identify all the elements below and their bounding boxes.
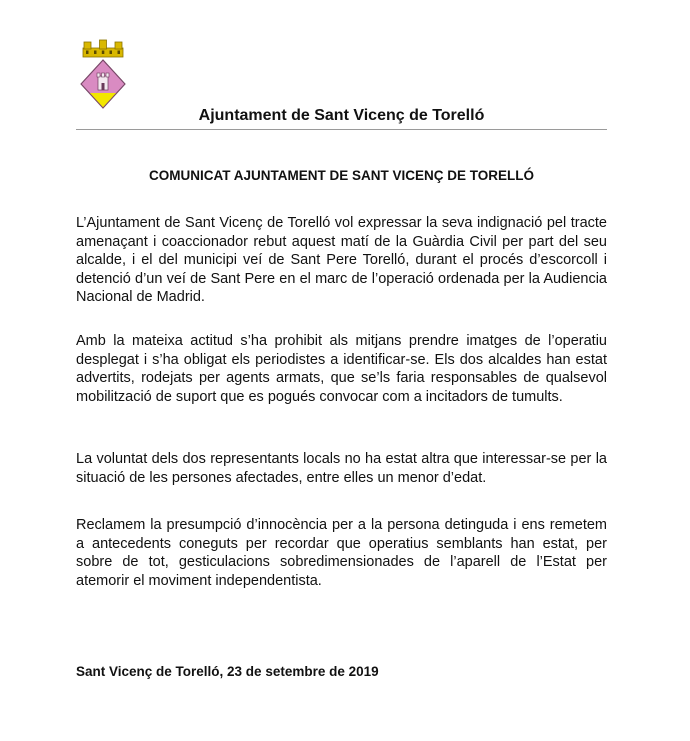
place-and-date-signature: Sant Vicenç de Torelló, 23 de setembre de 2019 [76,664,379,679]
lozenge-shield-icon [81,60,125,108]
body-paragraph: Reclamem la presumpció d’innocència per a la persona detinguda i ens remetem a antecedents coneguts per recordar que operatius semblants han estat, per sobre de tot, gesticulacions sobredimensionades de l’aparell de l’Estat per atemorir el moviment independentista. [76,517,607,589]
header-divider [76,129,607,130]
coat-of-arms-graphic [78,38,128,112]
body-paragraph: La voluntat dels dos representants locals no ha estat altra que interessar-se per la situació de les persones afectades, entre elles un menor d’edat. [76,451,607,486]
organization-title: Ajuntament de Sant Vicenç de Torelló [198,107,485,124]
mural-crown-icon [83,40,123,57]
municipal-coat-of-arms-icon [78,38,128,112]
body-paragraph: Amb la mateixa actitud s’ha prohibit als mitjans prendre imatges de l’operatiu desplegat i s’ha obligat els periodistes a identificar-se. Els dos alcaldes han estat advertits, rodejats per agents armats, que se’ls faria responsables de qualsevol mobilització de suport que es pogués convocar com a incitadors de tumults. [76,333,607,405]
document-heading: COMUNICAT AJUNTAMENT DE SANT VICENÇ DE TORELLÓ [148,168,534,183]
body-paragraph: L’Ajuntament de Sant Vicenç de Torelló vol expressar la seva indignació pel tracte amenaçant i coaccionador rebut aquest matí de la Guàrdia Civil per part del seu alcalde, i el del municipi veí de Sant Pere Torelló, durant el procés d’escorcoll i detenció d’un veí de Sant Pere en el marc de l’operació ordenada per la Audiencia Nacional de Madrid. [76,215,607,305]
